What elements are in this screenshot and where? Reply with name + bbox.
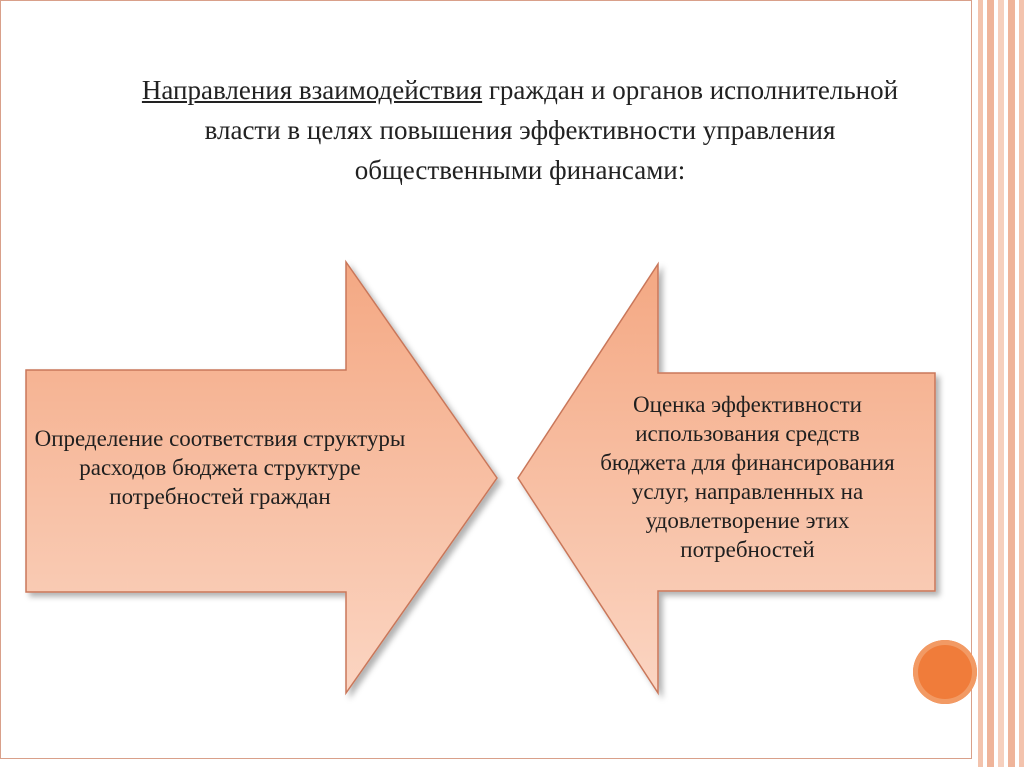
title-underlined-part: Направления взаимодействия <box>141 75 483 105</box>
right-arrow-label: Оценка эффективности использования средств бюджета для финансирования услуг, направленных на удовлетворение этих потребностей <box>600 392 895 562</box>
accent-circle <box>913 640 977 704</box>
left-arrow-label: Определение соответствия структуры расходов бюджета структуре потребностей граждан <box>34 426 406 509</box>
title-rest: граждан и органов исполнительной власти в целях повышения эффективности управления общественными финансами: <box>204 75 899 185</box>
